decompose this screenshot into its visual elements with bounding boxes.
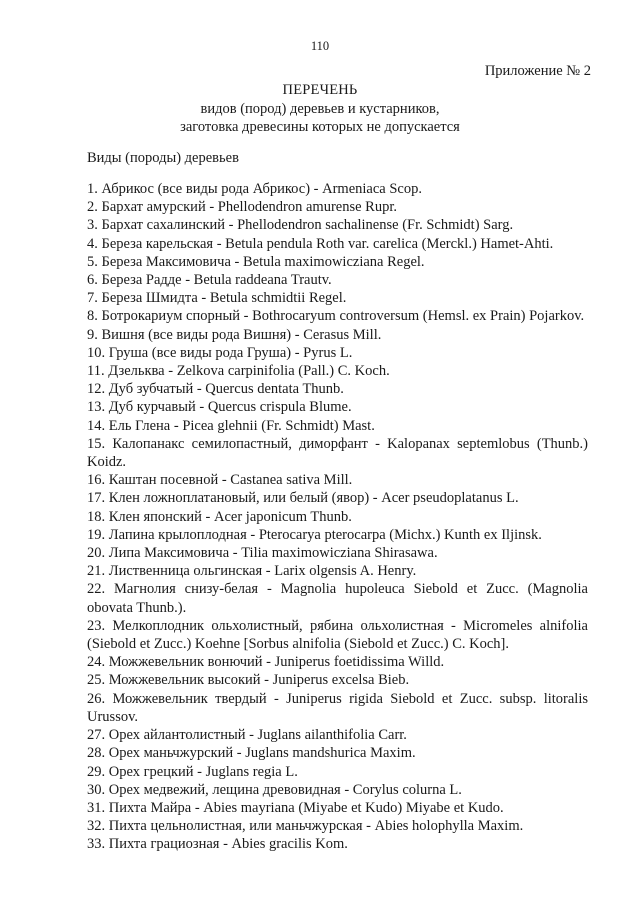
list-item: 9. Вишня (все виды рода Вишня) - Cerasus Mill. <box>87 326 382 343</box>
list-item: 15. Калопанакс семилопастный, диморфант - Kalopanax septemlobus (Thunb.) Koidz. <box>87 435 588 471</box>
list-item: 28. Орех маньчжурский - Juglans mandshurica Maxim. <box>87 745 416 762</box>
list-item: 16. Каштан посевной - Castanea sativa Mill. <box>87 472 353 489</box>
list-item: 6. Береза Радде - Betula raddeana Trautv. <box>87 272 332 289</box>
section-heading: Виды (породы) деревьев <box>87 150 239 166</box>
list-item: 3. Бархат сахалинский - Phellodendron sachalinense (Fr. Schmidt) Sarg. <box>87 217 514 234</box>
list-item: 8. Ботрокариум спорный - Bothrocaryum controversum (Hemsl. ex Prain) Pojarkov. <box>87 308 585 325</box>
list-item: 4. Береза карельская - Betula pendula Roth var. carelica (Merckl.) Hamet-Ahti. <box>87 235 554 252</box>
list-item: 23. Мелкоплодник ольхолистный, рябина ольхолистная - Micromeles alnifolia (Siebold et Zucc.) Koehne [Sorbus alnifolia (Siebold et Zucc.) C. Koch]. <box>87 617 588 653</box>
list-item: 22. Магнолия снизу-белая - Magnolia hupoleuca Siebold et Zucc. (Magnolia obovata Thunb.). <box>87 581 588 616</box>
list-item: 10. Груша (все виды рода Груша) - Pyrus L. <box>87 344 353 361</box>
list-item: 21. Лиственница ольгинская - Larix olgensis A. Henry. <box>87 563 417 580</box>
list-item: 5. Береза Максимовича - Betula maximowicziana Regel. <box>87 253 425 270</box>
list-item: 24. Можжевельник вонючий - Juniperus foetidissima Willd. <box>87 654 445 671</box>
list-item: 13. Дуб курчавый - Quercus crispula Blume. <box>87 399 352 416</box>
document-subtitle-line-2: заготовка древесины которых не допускается <box>180 119 460 135</box>
document-title: ПЕРЕЧЕНЬ <box>282 82 358 98</box>
list-item: 30. Орех медвежий, лещина древовидная - Corylus colurna L. <box>87 781 462 798</box>
appendix-label: Приложение № 2 <box>484 63 591 79</box>
list-item: 33. Пихта грациозная - Abies gracilis Kom. <box>87 836 348 853</box>
list-item: 29. Орех грецкий - Juglans regia L. <box>87 763 298 780</box>
list-item: 18. Клен японский - Acer japonicum Thunb. <box>87 508 352 525</box>
page-number: 110 <box>310 39 330 53</box>
list-item: 17. Клен ложноплатановый, или белый (явор) - Acer pseudoplatanus L. <box>87 490 519 507</box>
document-subtitle-line-1: видов (пород) деревьев и кустарников, <box>200 101 440 117</box>
list-item: 12. Дуб зубчатый - Quercus dentata Thunb. <box>87 381 344 398</box>
list-item: 2. Бархат амурский - Phellodendron amurense Rupr. <box>87 199 397 216</box>
list-item: 25. Можжевельник высокий - Juniperus excelsa Bieb. <box>87 672 410 689</box>
list-item: 26. Можжевельник твердый - Juniperus rigida Siebold et Zucc. subsp. litoralis Urussov. <box>87 690 588 725</box>
list-item: 27. Орех айлантолистный - Juglans ailanthifolia Carr. <box>87 727 407 744</box>
list-item: 31. Пихта Майра - Abies mayriana (Miyabe et Kudo) Miyabe et Kudo. <box>87 799 504 816</box>
list-item: 20. Липа Максимовича - Tilia maximowicziana Shirasawa. <box>87 545 438 562</box>
list-item: 32. Пихта цельнолистная, или маньчжурская - Abies holophylla Maxim. <box>87 818 524 835</box>
list-item: 7. Береза Шмидта - Betula schmidtii Regel. <box>87 290 347 307</box>
list-item: 19. Лапина крылоплодная - Pterocarya pterocarpa (Michx.) Kunth ex Iljinsk. <box>87 526 542 543</box>
list-item: 1. Абрикос (все виды рода Абрикос) - Armeniaca Scop. <box>87 181 422 197</box>
list-item: 14. Ель Глена - Picea glehnii (Fr. Schmidt) Mast. <box>87 417 375 434</box>
species-list <box>87 180 588 854</box>
list-item: 11. Дзельква - Zelkova carpinifolia (Pall.) C. Koch. <box>87 363 390 380</box>
